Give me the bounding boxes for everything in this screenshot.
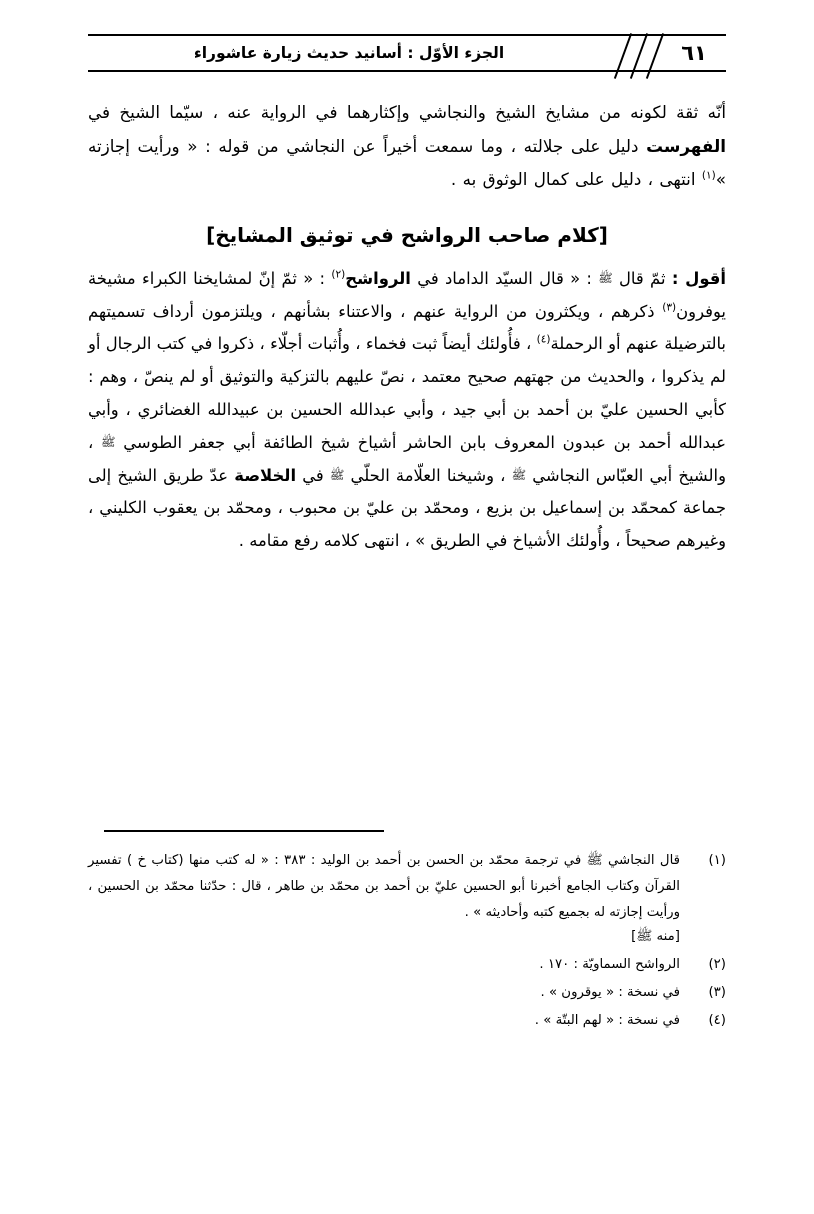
term-alfihrist: الفهرست bbox=[646, 135, 726, 156]
honorific-icon: ﷺ bbox=[598, 270, 613, 285]
term-alkhulasa: الخلاصة bbox=[234, 465, 297, 485]
footnote-marker: (٣) bbox=[708, 984, 726, 1000]
footnote-marker: (٤) bbox=[708, 1012, 726, 1028]
footnote-text: في نسخة : « لهم البتّة » . bbox=[534, 1012, 680, 1028]
honorific-icon: ﷺ bbox=[101, 434, 116, 449]
footnote-signature: [منه ﷺ] bbox=[631, 928, 680, 944]
footnote-item bbox=[88, 952, 726, 978]
footnote-ref-1[interactable]: (١) bbox=[701, 169, 716, 182]
page-header bbox=[88, 34, 726, 72]
footnote-text: الرواشح السماويّة : ١٧٠ . bbox=[539, 956, 680, 972]
footnote-text bbox=[88, 848, 680, 950]
footnote-marker: (٢) bbox=[708, 956, 726, 972]
header-title: الجزء الأوّل : أسانيد حديث زيارة عاشوراء bbox=[193, 44, 505, 62]
honorific-icon: ﷺ bbox=[511, 467, 527, 482]
footnote-separator bbox=[104, 830, 384, 832]
opening-paragraph: أنّه ثقة لكونه من مشايخ الشيخ والنجاشي وإكثارهما في الرواية عنه ، سيّما الشيخ في الفهرست دليل على جلالته ، وما سمعت أخيراً عن النجاشي من قوله : « ورأيت إجازته »$^{(١)}$ انتهى ، دليل على كمال الوثوق به . bbox=[88, 102, 726, 190]
footnote-marker: (١) bbox=[708, 853, 726, 868]
footnote-item bbox=[88, 980, 726, 1006]
section-heading: [كلام صاحب الرواشح في توثيق المشايخ] bbox=[206, 222, 608, 247]
header-rule-bottom bbox=[88, 70, 726, 72]
footnote-text: في نسخة : « يوقرون » . bbox=[540, 984, 680, 1000]
term-alrawashih: الرواشح bbox=[345, 268, 411, 288]
footnote-ref-4[interactable]: (٤) bbox=[536, 333, 551, 346]
footnotes-section bbox=[88, 848, 726, 1035]
page-number: ٦١ bbox=[681, 41, 707, 65]
honorific-icon: ﷺ bbox=[329, 467, 345, 482]
footnote-body: قال النجاشي ﷺ في ترجمة محمّد بن الحسن بن أحمد بن الوليد : ٣٨٣ : « له كتب منها (كتاب خ ) تفسير القرآن وكتاب الجامع أخبرنا أبو الحسين عليّ بن أحمد بن محمّد بن طاهر ، قال : حدّثنا محمّد بن الحسين ، ورأيت إجازته له بجميع كتبه وأحاديثه » . bbox=[88, 853, 680, 920]
footnote-item bbox=[88, 848, 726, 950]
body-content bbox=[88, 96, 726, 561]
footnote-item bbox=[88, 1008, 726, 1034]
main-quotation-paragraph: أقول : ثمّ قال ﷺ : « قال السيّد الداماد في الرواشح$^{(٢)}$ : « ثمّ إنّ لمشايخنا الكبراء مشيخة يوفرون$^{(٣)}$ ذكرهم ، ويكثرون من الرواية عنهم ، والاعتناء بشأنهم ، ويلتزمون أرداف تسميتهم بالترضيلة عنهم أو الرحملة$^{(٤)}$ ، فأُولئك أيضاً ثبت فخماء ، وأُثبات أجلّاء ، ذكروا في كتب الرجال أو لم يذكروا ، والحديث من جهتهم صحيح معتمد ، نصّ عليهم بالتزكية والتوثيق أو لم ينصّ ، وهم : كأبي الحسين عليّ بن أحمد بن أبي جيد ، وأبي عبدالله الحسين بن عبيدالله الغضائري ، وأبي عبدالله أحمد بن عبدون المعروف بابن الحاشر أشياخ شيخ الطائفة أبي جعفر الطوسي ﷺ ، والشيخ أبي العبّاس النجاشي ﷺ ، وشيخنا العلّامة الحلّي ﷺ في الخلاصة عدّ طريق الشيخ إلى جماعة كمحمّد بن إسماعيل بن بزيع ، ومحمّد بن عليّ بن محبوب ، ومحمّد بن يعقوب الكليني ، وغيرهم صحيحاً ، وأُولئك الأشياخ في الطريق » ، انتهى كلامه رفع مقامه . bbox=[88, 268, 726, 551]
footnote-ref-2[interactable]: (٢) bbox=[331, 268, 346, 281]
footnote-ref-3[interactable]: (٣) bbox=[662, 301, 677, 314]
header-slash-ornament-icon bbox=[596, 36, 662, 70]
qoul-label: أقول : bbox=[671, 268, 726, 288]
